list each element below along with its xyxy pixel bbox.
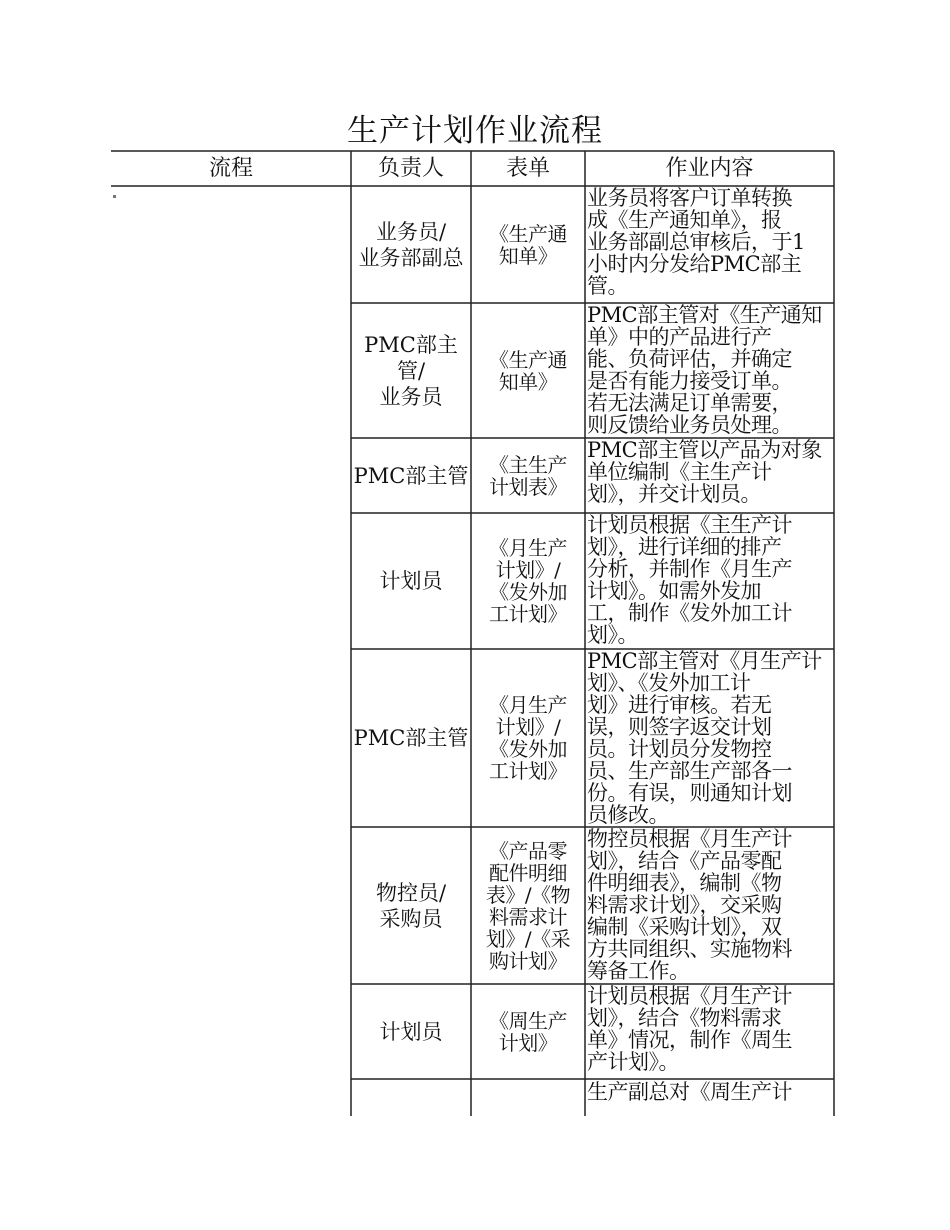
header-content: 作业内容	[665, 155, 754, 181]
owner-cell: PMC部主管/ 业务员	[364, 332, 458, 409]
owner-cell: 物控员/ 采购员	[375, 880, 447, 931]
form-cell: 《产品零 配件明细 表》/《物 料需求计 划》/《采 购计划》	[485, 838, 571, 973]
content-cell: PMC部主管以产品为对象 单位编制《主生产计 划》，并交计划员。	[587, 439, 822, 506]
content-cell: 物控员根据《月生产计 划》，结合《产品零配 件明细表》，编制《物 料需求计划》，交采购 编制《采购计划》，双 方共同组织、实施物料 筹备工作。	[587, 828, 792, 983]
content-cell: 计划员根据《月生产计 划》，结合《物料需求 单》情况，制作《周生 产计划》。	[587, 985, 792, 1074]
owner-cell: 业务员/ 业务部副总	[358, 219, 464, 270]
header-owner: 负责人	[377, 155, 444, 181]
form-cell: 《主生产 计划表》	[489, 452, 567, 499]
content-cell: PMC部主管对《生产通知 单》中的产品进行产 能、负荷评估，并确定 是否有能力接受订单。 若无法满足订单需要， 则反馈给业务员处理。	[587, 304, 822, 437]
form-cell: 《生产通 知单》	[489, 221, 567, 268]
owner-cell: 计划员	[379, 569, 443, 593]
content-cell: 业务员将客户订单转换 成《生产通知单》，报 业务部副总审核后，于1 小时内分发给PMC部主 管。	[587, 187, 805, 298]
form-cell: 《生产通 知单》	[489, 347, 567, 394]
flowchart-marker	[113, 195, 116, 198]
form-cell: 《月生产 计划》/ 《发外加 工计划》	[489, 693, 567, 783]
owner-cell: PMC部主管	[353, 463, 469, 488]
owner-cell: 计划员	[379, 1019, 443, 1044]
header-process: 流程	[208, 155, 253, 181]
form-cell: 《周生产 计划》	[489, 1008, 567, 1055]
owner-cell	[351, 1079, 471, 1116]
header-form: 表单	[505, 155, 550, 181]
content-cell: 生产副总对《周生产计	[587, 1081, 792, 1104]
owner-cell: PMC部主管	[353, 726, 469, 750]
content-cell: PMC部主管对《月生产计 划》、《发外加工计 划》进行审核。若无 误，则签字返交计划 员。计划员分发物控 员、生产部生产部各一 份。有误，则通知计划 员修改。	[587, 650, 822, 826]
form-cell	[471, 1079, 585, 1116]
page-title: 生产计划作业流程	[347, 113, 603, 149]
content-cell: 计划员根据《主生产计 划》，进行详细的排产 分析，并制作《月生产 计划》。如需外发加 工，制作《发外加工计 划》。	[587, 514, 792, 647]
form-cell: 《月生产 计划》/ 《发外加 工计划》	[489, 536, 567, 626]
